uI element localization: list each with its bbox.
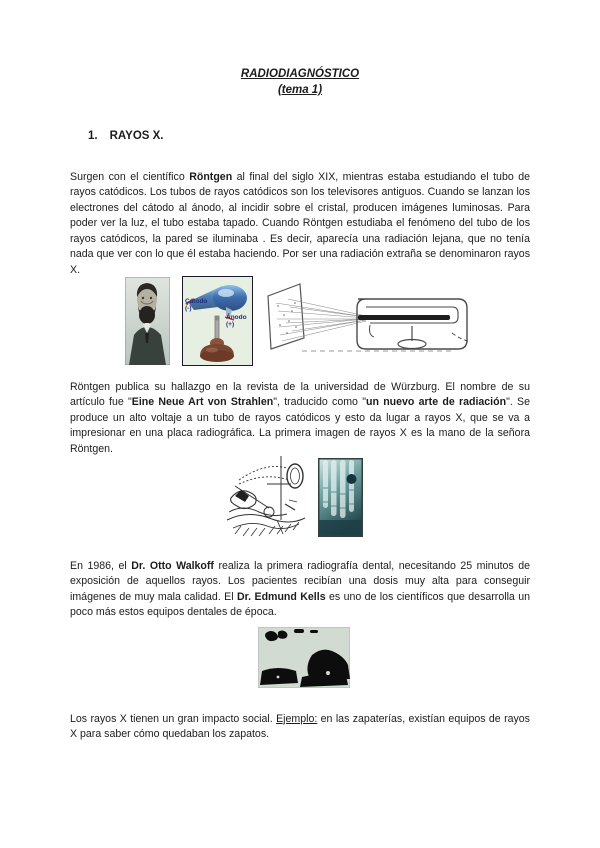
first-dental-radiograph-photo — [258, 627, 350, 688]
crt-xray-beam-drawing — [262, 281, 470, 354]
p3-text: En 1986, el — [70, 559, 132, 572]
paragraph-2 — [70, 380, 530, 458]
p1-text-cont: al final del siglo XIX, mientras estaba estudiando el tubo de rayos catódicos. Los tubos de rayos catódicos son los televisores antiguos. Cuando se lanzan los electrones del cátodo al ánodo, al incidir sobre el cristal, producen imágenes luminosas. Para poder ver la luz, el tubo estaba tapado. Cuando Röntgen estudiaba el fenómeno del tubo de los rayos catódicos, la pared se iluminaba . Es decir, aparecía una radiación lejana, que no tenía nada que ver con lo que él estaba haciendo. Por ser una radiación extraña se denominaron rayos X. — [70, 170, 530, 276]
section-title: RAYOS X. — [109, 130, 164, 142]
p4-text: Los rayos X tienen un gran impacto social. — [70, 712, 277, 725]
title-text: RADIODIAGNÓSTICO — [240, 68, 360, 80]
p2-bold-translation: un nuevo arte de radiación — [365, 396, 507, 409]
p3-bold-walkoff: Dr. Otto Walkoff — [131, 559, 214, 572]
p3-text-cont: es uno de los científicos que desarrolla un poco más estos equipos dentales de época. — [70, 590, 530, 619]
early-xray-apparatus-sketch — [225, 450, 313, 542]
hand-xray-photo — [318, 458, 363, 537]
p3-text-mid: realiza la primera radiografía dental, necesitando 25 minutos de exposición de aquellos rayos. Los pacientes recibían una dosis muy alta para conseguir imágenes de muy mala calidad. El — [70, 559, 530, 603]
p2-text-cont: ". Se produce un alto voltaje a un tubo de rayos catódicos y esto da lugar a rayos X, que se va a impresionar en una placa radiográfica. La primera imagen de rayos X es la mano de la señora Röntgen. — [70, 396, 531, 455]
page-title — [0, 66, 600, 98]
paragraph-4 — [70, 712, 530, 743]
p1-text: Surgen con el científico — [70, 170, 190, 183]
paragraph-3 — [70, 559, 530, 621]
cathode-ray-tube-photo — [182, 276, 253, 366]
anodo-label: Ánodo (+) — [226, 314, 247, 328]
section-number: 1. — [88, 130, 98, 142]
catodo-label: Cátodo (-) — [185, 298, 208, 312]
rontgen-portrait-photo — [125, 277, 170, 365]
p2-text: Röntgen publica su hallazgo en la revista de la universidad de Würzburg. El nombre de su artículo fue " — [70, 380, 530, 409]
paragraph-1 — [70, 170, 530, 279]
p2-text-mid: ", traducido como " — [273, 396, 366, 409]
subtitle-text: (tema 1) — [277, 84, 323, 96]
p4-underline-ejemplo: Ejemplo: — [276, 712, 318, 725]
p1-bold-rontgen: Röntgen — [189, 170, 233, 183]
p4-text-cont: en las zapaterías, existían equipos de rayos X para saber cómo quedaban los zapatos. — [70, 712, 530, 741]
p2-bold-article: Eine Neue Art von Strahlen — [131, 396, 274, 409]
p3-bold-kells: Dr. Edmund Kells — [236, 590, 326, 603]
section-heading — [88, 129, 164, 144]
